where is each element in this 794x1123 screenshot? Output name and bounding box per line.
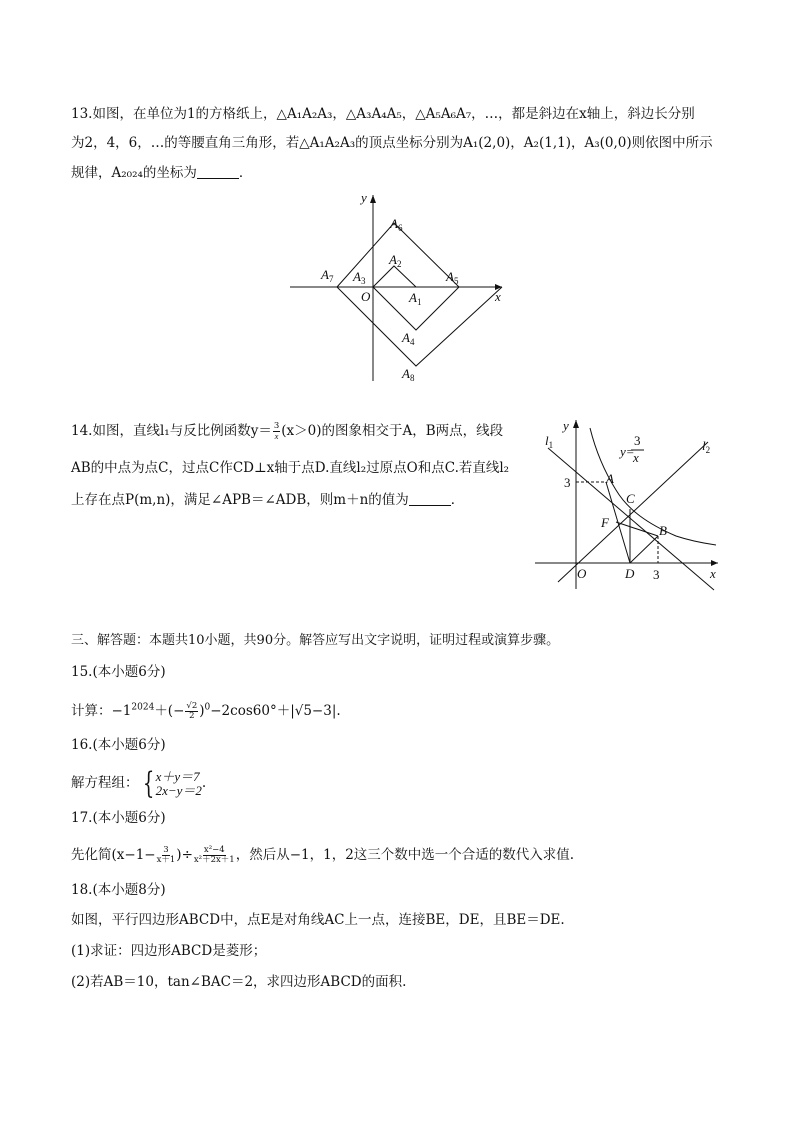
q14-line1-b: (x＞0)的图象相交于A，B两点，线段 <box>281 423 504 439</box>
q15-exp0: 0 <box>204 702 211 713</box>
label-a5-sub: 5 <box>453 276 459 286</box>
label-f: F <box>601 515 609 530</box>
q15-c: ) <box>199 703 205 719</box>
q14-line1-a: 14.如图，直线l₁与反比例函数y＝ <box>71 423 272 439</box>
label-l1-sub: 1 <box>548 440 554 450</box>
svg-text:A4 <box>401 330 415 347</box>
label-a1-sub: 1 <box>416 297 422 307</box>
q14-line1 <box>71 421 503 441</box>
segment-db <box>630 536 658 563</box>
svg-text:A1 <box>408 290 421 307</box>
q18-head: 18.(本小题8分) <box>71 882 166 898</box>
q13-line2: 为2，4，6，…的等腰直角三角形，若△A₁A₂A₃的顶点坐标分别为A₁(2,0)，A₂(1,1)，A₃(0,0)则依图中所示 <box>71 135 713 151</box>
q14-line3 <box>71 490 464 510</box>
label-a3-sub: 3 <box>360 276 366 286</box>
label-b: B <box>659 523 667 538</box>
q15-sqrt2: √2 <box>186 701 198 711</box>
label-func-y: y= <box>620 444 635 459</box>
triangle-a1a2a3 <box>373 266 416 287</box>
svg-text:A7 <box>320 267 334 284</box>
label-a7: A <box>321 267 329 282</box>
label-three-x: 3 <box>653 567 660 582</box>
svg-text:A6 <box>389 216 403 233</box>
label-o: O <box>577 566 587 581</box>
q15-head: 15.(本小题6分) <box>71 664 166 680</box>
label-l2: l <box>702 438 706 453</box>
q16-pre: 解方程组： <box>71 775 139 791</box>
label-func-den: x <box>633 450 639 465</box>
brace-icon: { <box>142 765 154 801</box>
answer-blank <box>197 164 239 179</box>
q17-a: 先化简(x−1− <box>71 847 156 863</box>
label-l1: l <box>545 433 549 448</box>
q15-body <box>71 701 341 721</box>
label-y: y <box>361 190 367 205</box>
q17-head: 17.(本小题6分) <box>71 810 166 826</box>
q13-line3-text: 规律，A₂₀₂₄的坐标为 <box>71 165 197 181</box>
q17-f1n: 3 <box>163 845 169 855</box>
label-y: y <box>563 418 569 433</box>
label-a8: A <box>402 366 410 381</box>
y-axis-arrow <box>370 195 376 203</box>
q17-f2n: x²−4 <box>203 845 225 855</box>
q17-body <box>71 845 574 865</box>
q14-frac-num: 3 <box>273 421 280 431</box>
y-axis-arrow <box>573 420 579 428</box>
q14-figure <box>530 412 725 594</box>
label-a2-sub: 2 <box>396 259 402 269</box>
q15-exp: 2024 <box>131 702 155 713</box>
q14-line3-text: 上存在点P(m,n)，满足∠APB＝∠ADB，则m＋n的值为 <box>71 492 409 508</box>
answer-blank <box>409 491 451 506</box>
section3-header: 三、解答题：本题共10小题，共90分。解答应写出文字说明，证明过程或演算步骤。 <box>71 633 560 648</box>
q16-body <box>71 765 207 801</box>
q16-eq1: x＋y＝7 <box>155 768 200 784</box>
q13-line3 <box>71 163 252 183</box>
label-a5: A <box>446 269 454 284</box>
q18-part1: (1)求证：四边形ABCD是菱形； <box>71 943 267 959</box>
label-a6-sub: 6 <box>397 223 403 233</box>
q14-frac-den: x <box>274 431 279 441</box>
label-a7-sub: 7 <box>328 274 334 284</box>
q16-post: . <box>201 775 207 791</box>
label-a1: A <box>409 290 417 305</box>
label-a6: A <box>390 216 398 231</box>
q18-part2: (2)若AB＝10，tan∠BAC＝2，求四边形ABCD的面积. <box>71 974 407 990</box>
label-a2: A <box>389 252 397 267</box>
label-x: x <box>710 566 716 581</box>
q15-d: −2cos60°＋|√5−3|. <box>210 703 341 719</box>
label-a4-sub: 4 <box>409 337 415 347</box>
svg-text:A5 <box>445 269 459 286</box>
q17-f1d: x＋1 <box>156 855 176 865</box>
svg-text:l1 <box>545 433 553 450</box>
label-d: D <box>625 566 635 581</box>
q16-eq2: 2x−y＝2 <box>155 782 202 798</box>
label-o: O <box>361 289 371 304</box>
label-three-y: 3 <box>564 475 571 490</box>
label-c: C <box>626 491 635 506</box>
svg-text:A8 <box>401 366 415 383</box>
svg-text:A2 <box>388 252 401 269</box>
label-x: x <box>495 289 501 304</box>
q17-f2d: x²＋2x＋1 <box>193 855 235 865</box>
q16-head: 16.(本小题6分) <box>71 737 166 753</box>
q17-c: ，然后从−1，1，2这三个数中选一个合适的数代入求值. <box>235 847 575 863</box>
q14-line3-end: ． <box>450 492 465 508</box>
q15-two: 2 <box>189 711 195 721</box>
label-a4: A <box>402 330 410 345</box>
svg-text:l2 <box>702 438 710 455</box>
q13-line3-end: ． <box>238 165 253 181</box>
q18-line1: 如图，平行四边形ABCD中，点E是对角线AC上一点，连接BE，DE，且BE＝DE. <box>71 912 565 928</box>
q15-b: ＋(− <box>154 703 185 719</box>
label-a3: A <box>353 269 361 284</box>
label-a: A <box>606 471 614 486</box>
q13-figure <box>280 185 520 390</box>
svg-text:A3 <box>352 269 366 286</box>
q15-a: 计算：−1 <box>71 703 132 719</box>
q14-line2: AB的中点为点C，过点C作CD⊥x轴于点D.直线l₂过原点O和点C.若直线l₂ <box>71 460 510 476</box>
equation-system <box>139 765 202 801</box>
label-func-num: 3 <box>634 433 641 448</box>
q17-b: )÷ <box>176 847 193 863</box>
label-l2-sub: 2 <box>705 445 711 455</box>
q13-line1: 13.如图，在单位为1的方格纸上，△A₁A₂A₃，△A₃A₄A₅，△A₅A₆A₇，…，都是斜边在x轴上，斜边长分别 <box>71 106 695 122</box>
label-a8-sub: 8 <box>409 373 415 383</box>
